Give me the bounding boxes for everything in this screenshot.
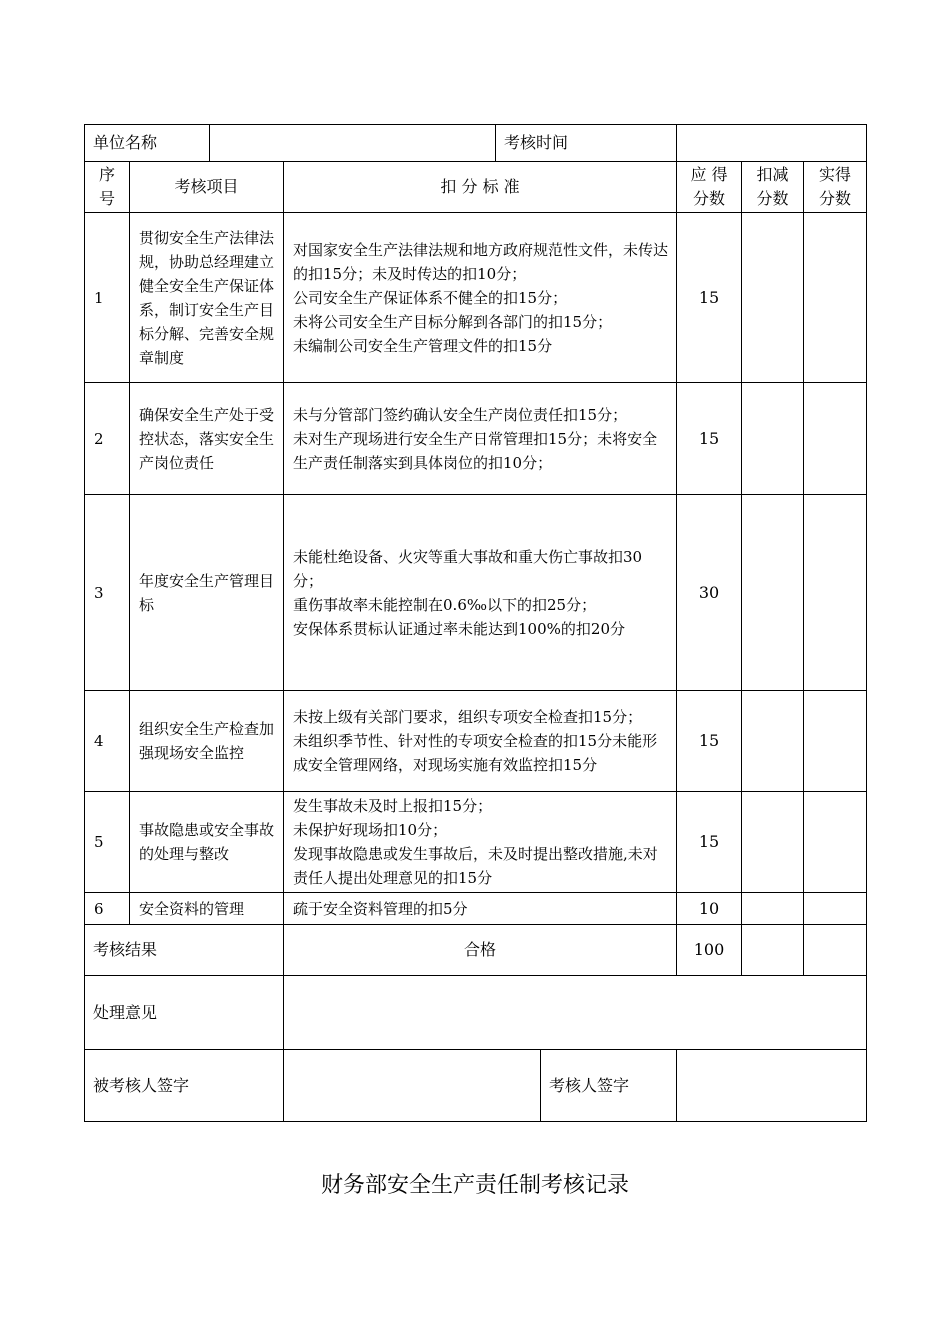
unit-name-label: 单位名称	[85, 125, 210, 162]
row-points: 15	[677, 691, 742, 792]
col-seq-header: 序 号	[85, 162, 130, 213]
col-actual-header: 实得 分数	[804, 162, 867, 213]
column-header-row	[85, 162, 867, 213]
unit-name-field[interactable]	[210, 125, 496, 162]
row-item: 确保安全生产处于受控状态，落实安全生产岗位责任	[130, 383, 284, 495]
row-actual[interactable]	[804, 213, 867, 383]
row-item: 事故隐患或安全事故的处理与整改	[130, 792, 284, 893]
row-deducted[interactable]	[742, 383, 804, 495]
row-actual[interactable]	[804, 495, 867, 691]
assessment-table	[84, 124, 867, 1122]
result-deducted[interactable]	[742, 925, 804, 976]
row-points: 15	[677, 213, 742, 383]
opinion-row	[85, 976, 867, 1050]
row-item: 年度安全生产管理目标	[130, 495, 284, 691]
result-row	[85, 925, 867, 976]
signature-row	[85, 1050, 867, 1122]
col-item-header: 考核项目	[130, 162, 284, 213]
row-item: 贯彻安全生产法律法规，协助总经理建立健全安全生产保证体系，制订安全生产目标分解、完善安全规章制度	[130, 213, 284, 383]
row-item: 安全资料的管理	[130, 893, 284, 925]
result-value[interactable]: 合格	[284, 925, 677, 976]
table-row	[85, 383, 867, 495]
examiner-signature-label: 考核人签字	[541, 1050, 677, 1122]
result-actual[interactable]	[804, 925, 867, 976]
row-actual[interactable]	[804, 691, 867, 792]
document-title: 财务部安全生产责任制考核记录	[320, 1173, 629, 1198]
row-seq: 1	[85, 213, 130, 383]
row-deducted[interactable]	[742, 495, 804, 691]
row-actual[interactable]	[804, 792, 867, 893]
col-criteria-header: 扣 分 标 准	[284, 162, 677, 213]
opinion-field[interactable]	[284, 976, 867, 1050]
row-seq: 5	[85, 792, 130, 893]
exam-time-label: 考核时间	[496, 125, 677, 162]
table-row	[85, 893, 867, 925]
row-deducted[interactable]	[742, 691, 804, 792]
row-seq: 2	[85, 383, 130, 495]
table-row	[85, 213, 867, 383]
opinion-label: 处理意见	[85, 976, 284, 1050]
row-criteria: 未与分管部门签约确认安全生产岗位责任扣15分； 未对生产现场进行安全生产日常管理扣15分；未将安全生产责任制落实到具体岗位的扣10分；	[284, 383, 677, 495]
row-seq: 3	[85, 495, 130, 691]
exam-time-field[interactable]	[677, 125, 867, 162]
examinee-signature-field[interactable]	[284, 1050, 541, 1122]
result-label: 考核结果	[85, 925, 284, 976]
row-deducted[interactable]	[742, 792, 804, 893]
row-deducted[interactable]	[742, 213, 804, 383]
row-criteria: 未能杜绝设备、火灾等重大事故和重大伤亡事故扣30分； 重伤事故率未能控制在0.6‰以下的扣25分； 安保体系贯标认证通过率未能达到100%的扣20分	[284, 495, 677, 691]
row-points: 10	[677, 893, 742, 925]
examiner-signature-field[interactable]	[677, 1050, 867, 1122]
row-seq: 4	[85, 691, 130, 792]
col-deducted-header: 扣减 分数	[742, 162, 804, 213]
row-criteria: 疏于安全资料管理的扣5分	[284, 893, 677, 925]
row-criteria: 对国家安全生产法律法规和地方政府规范性文件，未传达的扣15分；未及时传达的扣10分； 公司安全生产保证体系不健全的扣15分； 未将公司安全生产目标分解到各部门的扣15分； 未编制公司安全生产管理文件的扣15分	[284, 213, 677, 383]
row-criteria: 未按上级有关部门要求，组织专项安全检查扣15分； 未组织季节性、针对性的专项安全检查的扣15分未能形成安全管理网络，对现场实施有效监控扣15分	[284, 691, 677, 792]
row-points: 30	[677, 495, 742, 691]
result-total: 100	[677, 925, 742, 976]
table-row	[85, 792, 867, 893]
col-points-header: 应 得 分数	[677, 162, 742, 213]
row-deducted[interactable]	[742, 893, 804, 925]
row-seq: 6	[85, 893, 130, 925]
table-row	[85, 691, 867, 792]
row-actual[interactable]	[804, 893, 867, 925]
row-criteria: 发生事故未及时上报扣15分； 未保护好现场扣10分； 发现事故隐患或发生事故后，未及时提出整改措施,未对责任人提出处理意见的扣15分	[284, 792, 677, 893]
row-points: 15	[677, 383, 742, 495]
row-points: 15	[677, 792, 742, 893]
row-item: 组织安全生产检查加强现场安全监控	[130, 691, 284, 792]
table-row	[85, 495, 867, 691]
row-actual[interactable]	[804, 383, 867, 495]
header-row	[85, 125, 867, 162]
examinee-signature-label: 被考核人签字	[85, 1050, 284, 1122]
